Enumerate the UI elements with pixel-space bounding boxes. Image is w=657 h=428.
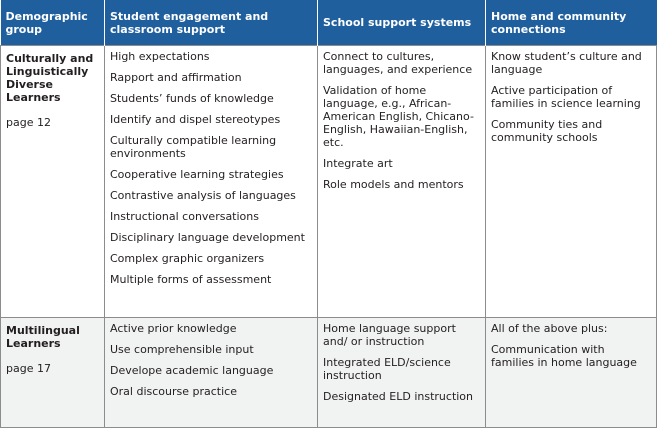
header-student-engagement: Student engagement and classroom support [105, 0, 318, 46]
school-cell [318, 318, 486, 428]
group-name: Multilingual Learners [6, 324, 80, 350]
group-cell [1, 318, 105, 428]
table-row [1, 318, 657, 428]
list-item: Culturally compatible learning environments [110, 134, 277, 160]
header-home-community: Home and community connections [486, 0, 657, 46]
list-item: Instructional conversations [110, 210, 259, 223]
header-row [1, 0, 657, 46]
table-row [1, 46, 657, 318]
list-item: Oral discourse practice [110, 385, 237, 398]
list-item: Communication with families in home language [491, 343, 637, 369]
list-item: Integrate art [323, 157, 393, 170]
header-school-support: School support systems [318, 0, 486, 46]
home-cell [486, 318, 657, 428]
header-demographic-group: Demographic group [1, 0, 105, 46]
page-reference: page 17 [6, 362, 51, 375]
list-item: Active prior knowledge [110, 322, 237, 335]
list-item: Cooperative learning strategies [110, 168, 284, 181]
page-reference: page 12 [6, 116, 51, 129]
list-item: Designated ELD instruction [323, 390, 474, 403]
group-cell [1, 46, 105, 318]
list-item: Home language support and/ or instruction [323, 322, 456, 348]
list-item: Validation of home language, e.g., African-American English, Chicano-English, Hawaiian-English, etc. [323, 84, 474, 149]
list-item: Multiple forms of assessment [110, 273, 272, 286]
list-item: Complex graphic organizers [110, 252, 265, 265]
engagement-cell [105, 46, 318, 318]
home-cell [486, 46, 657, 318]
list-item: Develope academic language [110, 364, 274, 377]
list-item: High expectations [110, 50, 210, 63]
list-item: Know student’s culture and language [491, 50, 642, 76]
list-item: Rapport and affirmation [110, 71, 242, 84]
group-name: Culturally and Linguistically Diverse Learners [6, 52, 94, 104]
school-cell [318, 46, 486, 318]
list-item: Identify and dispel stereotypes [110, 113, 281, 126]
list-item: Community ties and community schools [491, 118, 603, 144]
list-item: Connect to cultures, languages, and experience [323, 50, 473, 76]
list-item: Active participation of families in science learning [491, 84, 641, 110]
list-item: Students’ funds of knowledge [110, 92, 274, 105]
list-item: Disciplinary language development [110, 231, 305, 244]
list-item: Use comprehensible input [110, 343, 254, 356]
list-item: Contrastive analysis of languages [110, 189, 296, 202]
engagement-cell [105, 318, 318, 428]
list-item: Role models and mentors [323, 178, 464, 191]
list-item: Integrated ELD/science instruction [323, 356, 451, 382]
list-item: All of the above plus: [491, 322, 608, 335]
